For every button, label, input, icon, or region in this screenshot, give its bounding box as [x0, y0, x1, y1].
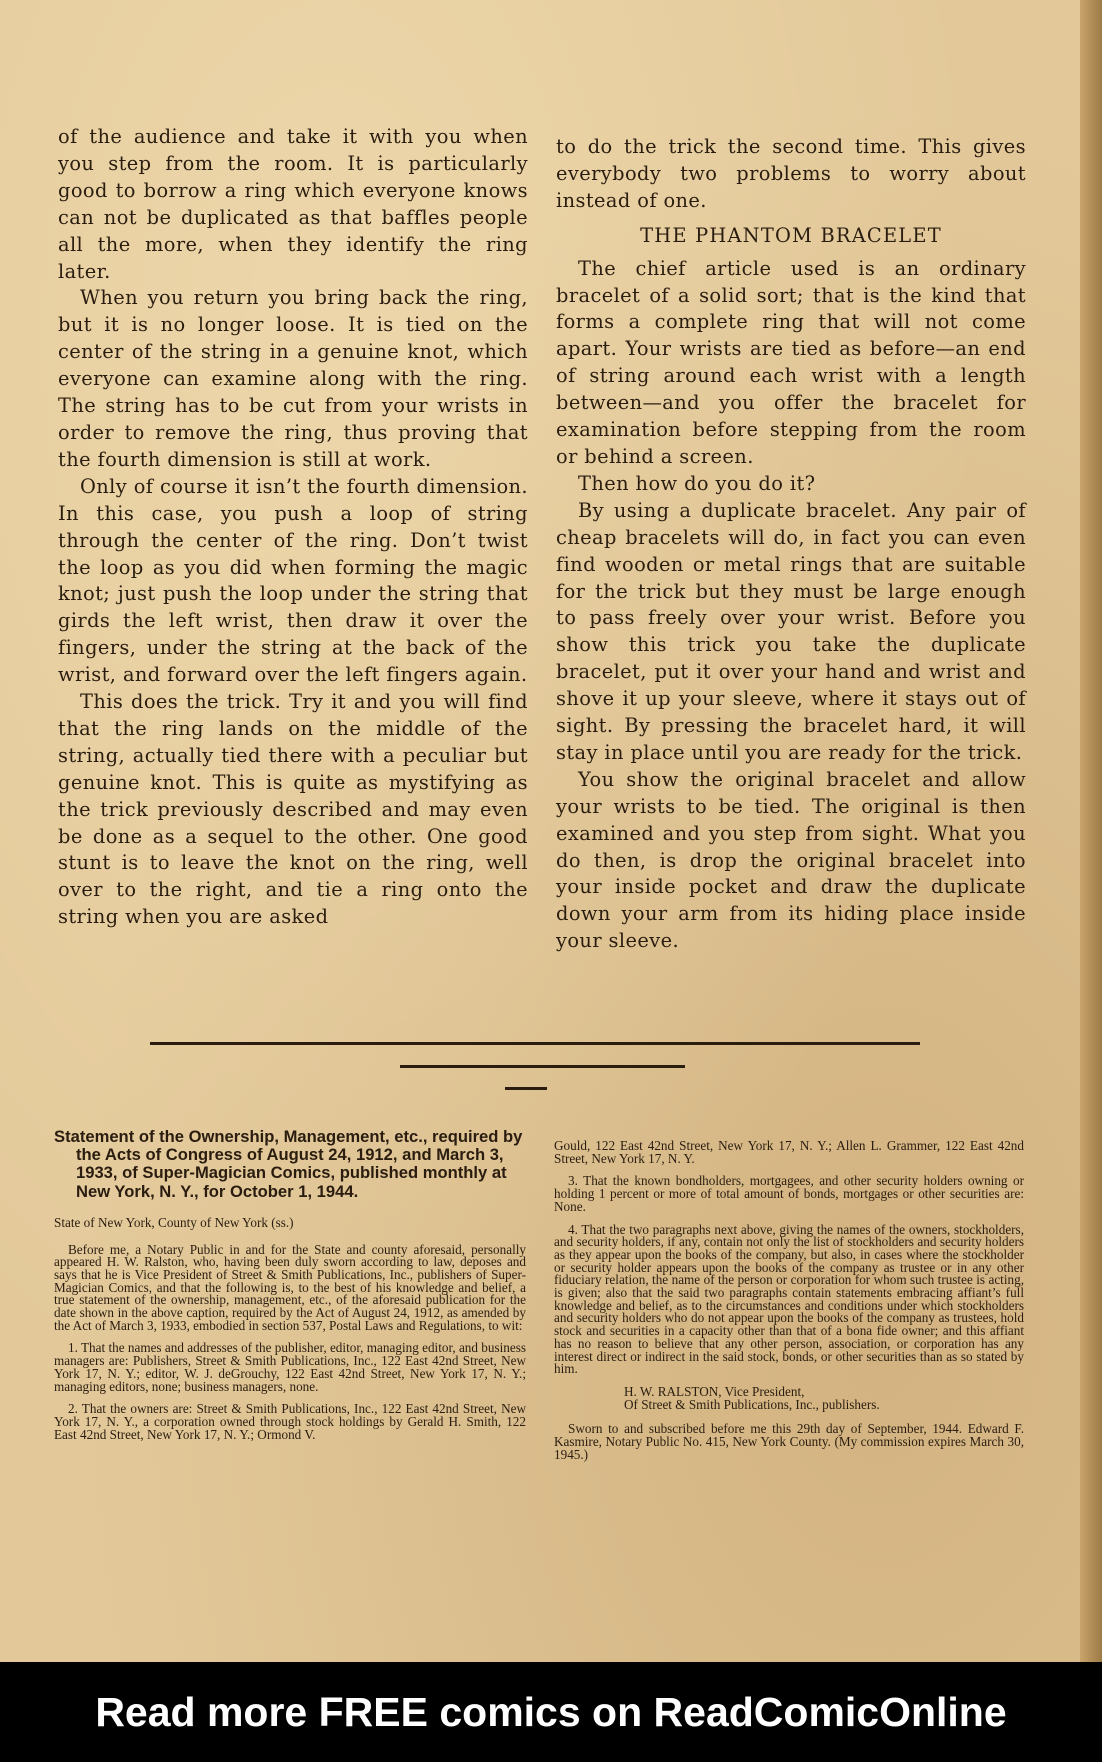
article-paragraph: to do the trick the second time. This gives everybody two problems to worry about instead of one.	[556, 135, 1026, 212]
article-paragraph: When you return you bring back the ring, but it is no longer loose. It is tied on the center of the string in a genuine knot, which everyone can examine along with the ring. The string has to be cut from your wrists in order to remove the ring, thus proving that the fourth dimension is still at work.	[58, 286, 528, 471]
statement-paragraph: Gould, 122 East 42nd Street, New York 17, N. Y.; Allen L. Grammer, 122 East 42nd Street, New York 17, N. Y.	[554, 1138, 1024, 1166]
article-paragraph: The chief article used is an ordinary bracelet of a solid sort; that is the kind that forms a complete ring that will not come apart. Your wrists are tied as before—an end of string around each wrist with a length between—and you offer the bracelet for examination before stepping from the room or behind a screen.	[556, 256, 1026, 468]
article-paragraph: Then how do you do it?	[578, 471, 816, 495]
statement-paragraph: 1. That the names and addresses of the publisher, editor, managing editor, and business managers are: Publishers, Street & Smith Publications, Inc., 122 East 42nd Street, New York 17, N. Y.; editor, W. J. deGrouchy, 122 East 42nd Street, New York 17, N. Y.; managing editors, none; business managers, none.	[54, 1340, 526, 1394]
page-spine-shadow	[1080, 0, 1102, 1662]
divider-rule	[505, 1087, 547, 1090]
signature-line: H. W. RALSTON, Vice President,	[624, 1383, 805, 1399]
statement-paragraph: Before me, a Notary Public in and for the State and county aforesaid, personally appeared H. W. Ralston, who, having been duly sworn according to law, deposes and says that he is Vice President of Street & Smith Publications, Inc., publishers of Super-Magician Comics, and that the following is, to the best of his knowledge and belief, a true statement of the ownership, management, etc., of the aforesaid publication for the date shown in the above caption, required by the Act of August 24, 1912, as amended by the Act of March 3, 1933, embodied in section 537, Postal Laws and Regulations, to wit:	[54, 1241, 526, 1333]
article-paragraph: You show the original bracelet and allow your wrists to be tied. The original is then examined and you step from sight. What you do then, is drop the original bracelet into your inside pocket and draw the duplicate down your arm from its hiding place inside your sleeve.	[556, 767, 1026, 953]
promo-banner-text[interactable]: Read more FREE comics on ReadComicOnline	[95, 1689, 1007, 1735]
article-paragraph: Only of course it isn’t the fourth dimension. In this case, you push a loop of string through the center of the ring. Don’t twist the loop as you did when forming the magic knot; just push the loop under the string that girds the left wrist, then draw it over the fingers, under the string at the back of the wrist, and forward over the left fingers again.	[58, 474, 528, 687]
article-paragraph: By using a duplicate bracelet. Any pair of cheap bracelets will do, in fact you can even find wooden or metal rings that are suitable for the trick but they must be large enough to pass freely over your wrist. Before you show this trick you take the duplicate bracelet, put it over your hand and wrist and shove it up your sleeve, where it stays out of sight. By pressing the bracelet hard, it will stay in place until you are ready for the trick.	[556, 498, 1026, 764]
article-left-column	[58, 124, 528, 931]
article-right-column	[556, 134, 1026, 955]
article-paragraph: of the audience and take it with you when you step from the room. It is particularly good to borrow a ring which everyone knows can not be duplicated as that baffles people all the more, when they identify the ring later.	[58, 125, 528, 283]
promo-banner[interactable]	[0, 1662, 1102, 1762]
divider-rule	[400, 1065, 685, 1068]
ownership-statement-left	[54, 1128, 526, 1451]
statement-sworn: Sworn to and subscribed before me this 29th day of September, 1944. Edward F. Kasmire, Notary Public No. 415, New York County. (My commission expires March 30, 1945.)	[554, 1421, 1024, 1462]
section-title: THE PHANTOM BRACELET	[640, 223, 942, 247]
statement-heading: Statement of the Ownership, Management, etc., required by the Acts of Congress of August 24, 1912, and March 3, 1933, of Super-Magician Comics, published monthly at New York, N. Y., for October 1, 1944.	[54, 1127, 523, 1201]
divider-rule	[150, 1042, 920, 1045]
signature-line: Of Street & Smith Publications, Inc., publishers.	[624, 1396, 880, 1412]
statement-paragraph: 2. That the owners are: Street & Smith Publications, Inc., 122 East 42nd Street, New York 17, N. Y., a corporation owned through stock holdings by Gerald H. Smith, 122 East 42nd Street, New York 17, N. Y.; Ormond V.	[54, 1401, 526, 1442]
statement-paragraph: 4. That the two paragraphs next above, giving the names of the owners, stockholders, and security holders, if any, contain not only the list of stockholders and security holders as they appear upon the books of the company, but also, in cases where the stockholder or security holder appears upon the books of the company as trustee or in any other fiduciary relation, the name of the person or corporation for whom such trustee is acting, is given; also that the said two paragraphs contain statements embracing affiant’s full knowledge and belief, as to the circumstances and conditions under which stockholders and security holders who do not appear upon the books of the company as trustees, hold stock and securities in a capacity other than that of a bona fide owner; and this affiant has no reason to believe that any other person, association, or corporation has any interest direct or indirect in the said stock, bonds, or other securities than as so stated by him.	[554, 1221, 1024, 1377]
statement-county: State of New York, County of New York (ss.)	[54, 1214, 294, 1230]
article-paragraph: This does the trick. Try it and you will find that the ring lands on the middle of the string, actually tied there with a peculiar but genuine knot. This is quite as mystifying as the trick previously described and may even be done as a sequel to the other. One good stunt is to leave the knot on the ring, well over to the right, and tie a ring onto the string when you are asked	[58, 690, 528, 929]
statement-paragraph: 3. That the known bondholders, mortgagees, and other security holders owning or holding 1 percent or more of total amount of bonds, mortgages or other securities are: None.	[554, 1173, 1024, 1214]
statement-signature	[554, 1383, 1024, 1412]
ownership-statement-right	[554, 1140, 1024, 1471]
